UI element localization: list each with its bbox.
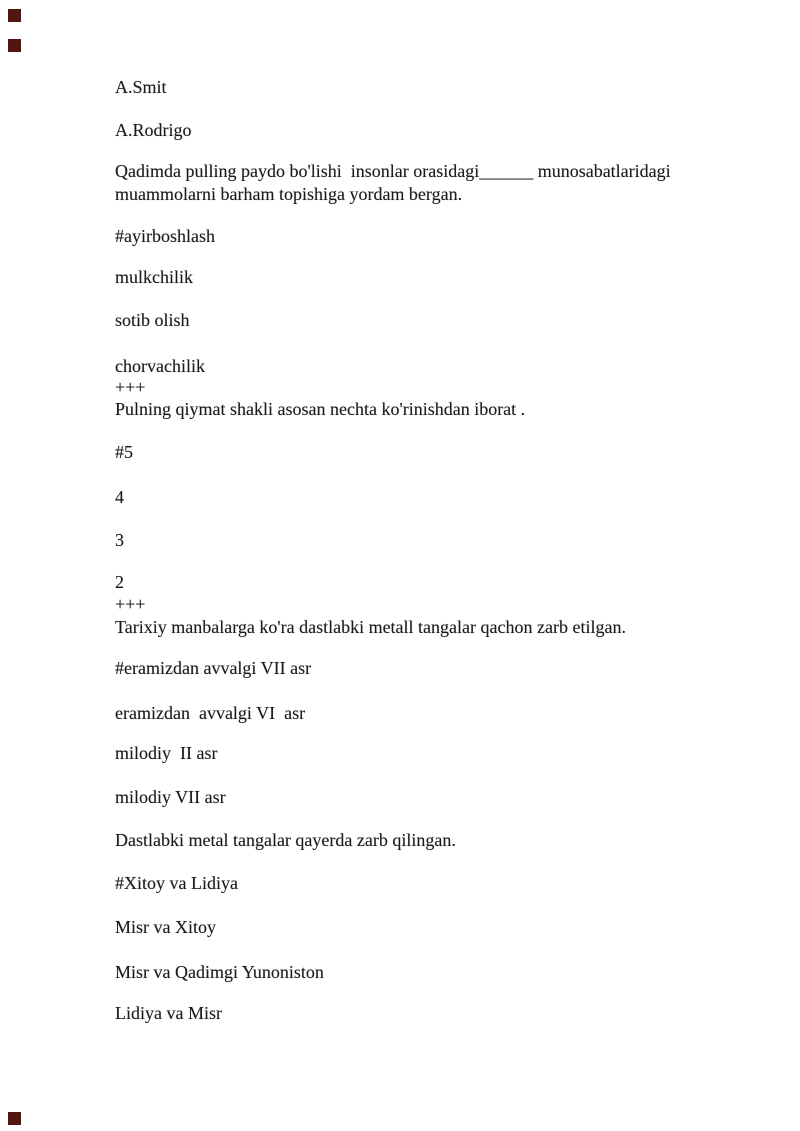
page-marker-icon — [8, 9, 21, 22]
question-separator: +++ — [115, 594, 146, 614]
answer-option: sotib olish — [115, 310, 190, 330]
question-text: Dastlabki metal tangalar qayerda zarb qilingan. — [115, 830, 456, 850]
question-text: Qadimda pulling paydo bo'lishi insonlar orasidagi______ munosabatlaridagi — [115, 161, 671, 181]
answer-option: eramizdan avvalgi VI asr — [115, 703, 306, 723]
question-text: muammolarni barham topishiga yordam bergan. — [115, 184, 463, 204]
question-separator: +++ — [115, 377, 146, 397]
answer-option: milodiy II asr — [115, 743, 218, 763]
answer-option: 3 — [115, 530, 124, 550]
question-text: Tarixiy manbalarga ko'ra dastlabki metall tangalar qachon zarb etilgan. — [115, 617, 626, 637]
answer-option-correct: #5 — [115, 442, 133, 462]
answer-option: mulkchilik — [115, 267, 193, 287]
page-marker-icon — [8, 39, 21, 52]
answer-option: milodiy VII asr — [115, 787, 226, 807]
answer-option-correct: #eramizdan avvalgi VII asr — [115, 658, 312, 678]
answer-option: chorvachilik — [115, 356, 205, 376]
answer-option: 2 — [115, 572, 124, 592]
answer-option: 4 — [115, 487, 124, 507]
answer-option: A.Rodrigo — [115, 120, 192, 140]
answer-option: Lidiya va Misr — [115, 1003, 222, 1023]
question-text: Pulning qiymat shakli asosan nechta ko'rinishdan iborat . — [115, 399, 526, 419]
answer-option: A.Smit — [115, 77, 167, 97]
answer-option: Misr va Xitoy — [115, 917, 216, 937]
answer-option-correct: #Xitoy va Lidiya — [115, 873, 238, 893]
answer-option: Misr va Qadimgi Yunoniston — [115, 962, 324, 982]
answer-option-correct: #ayirboshlash — [115, 226, 215, 246]
page-marker-icon — [8, 1112, 21, 1125]
